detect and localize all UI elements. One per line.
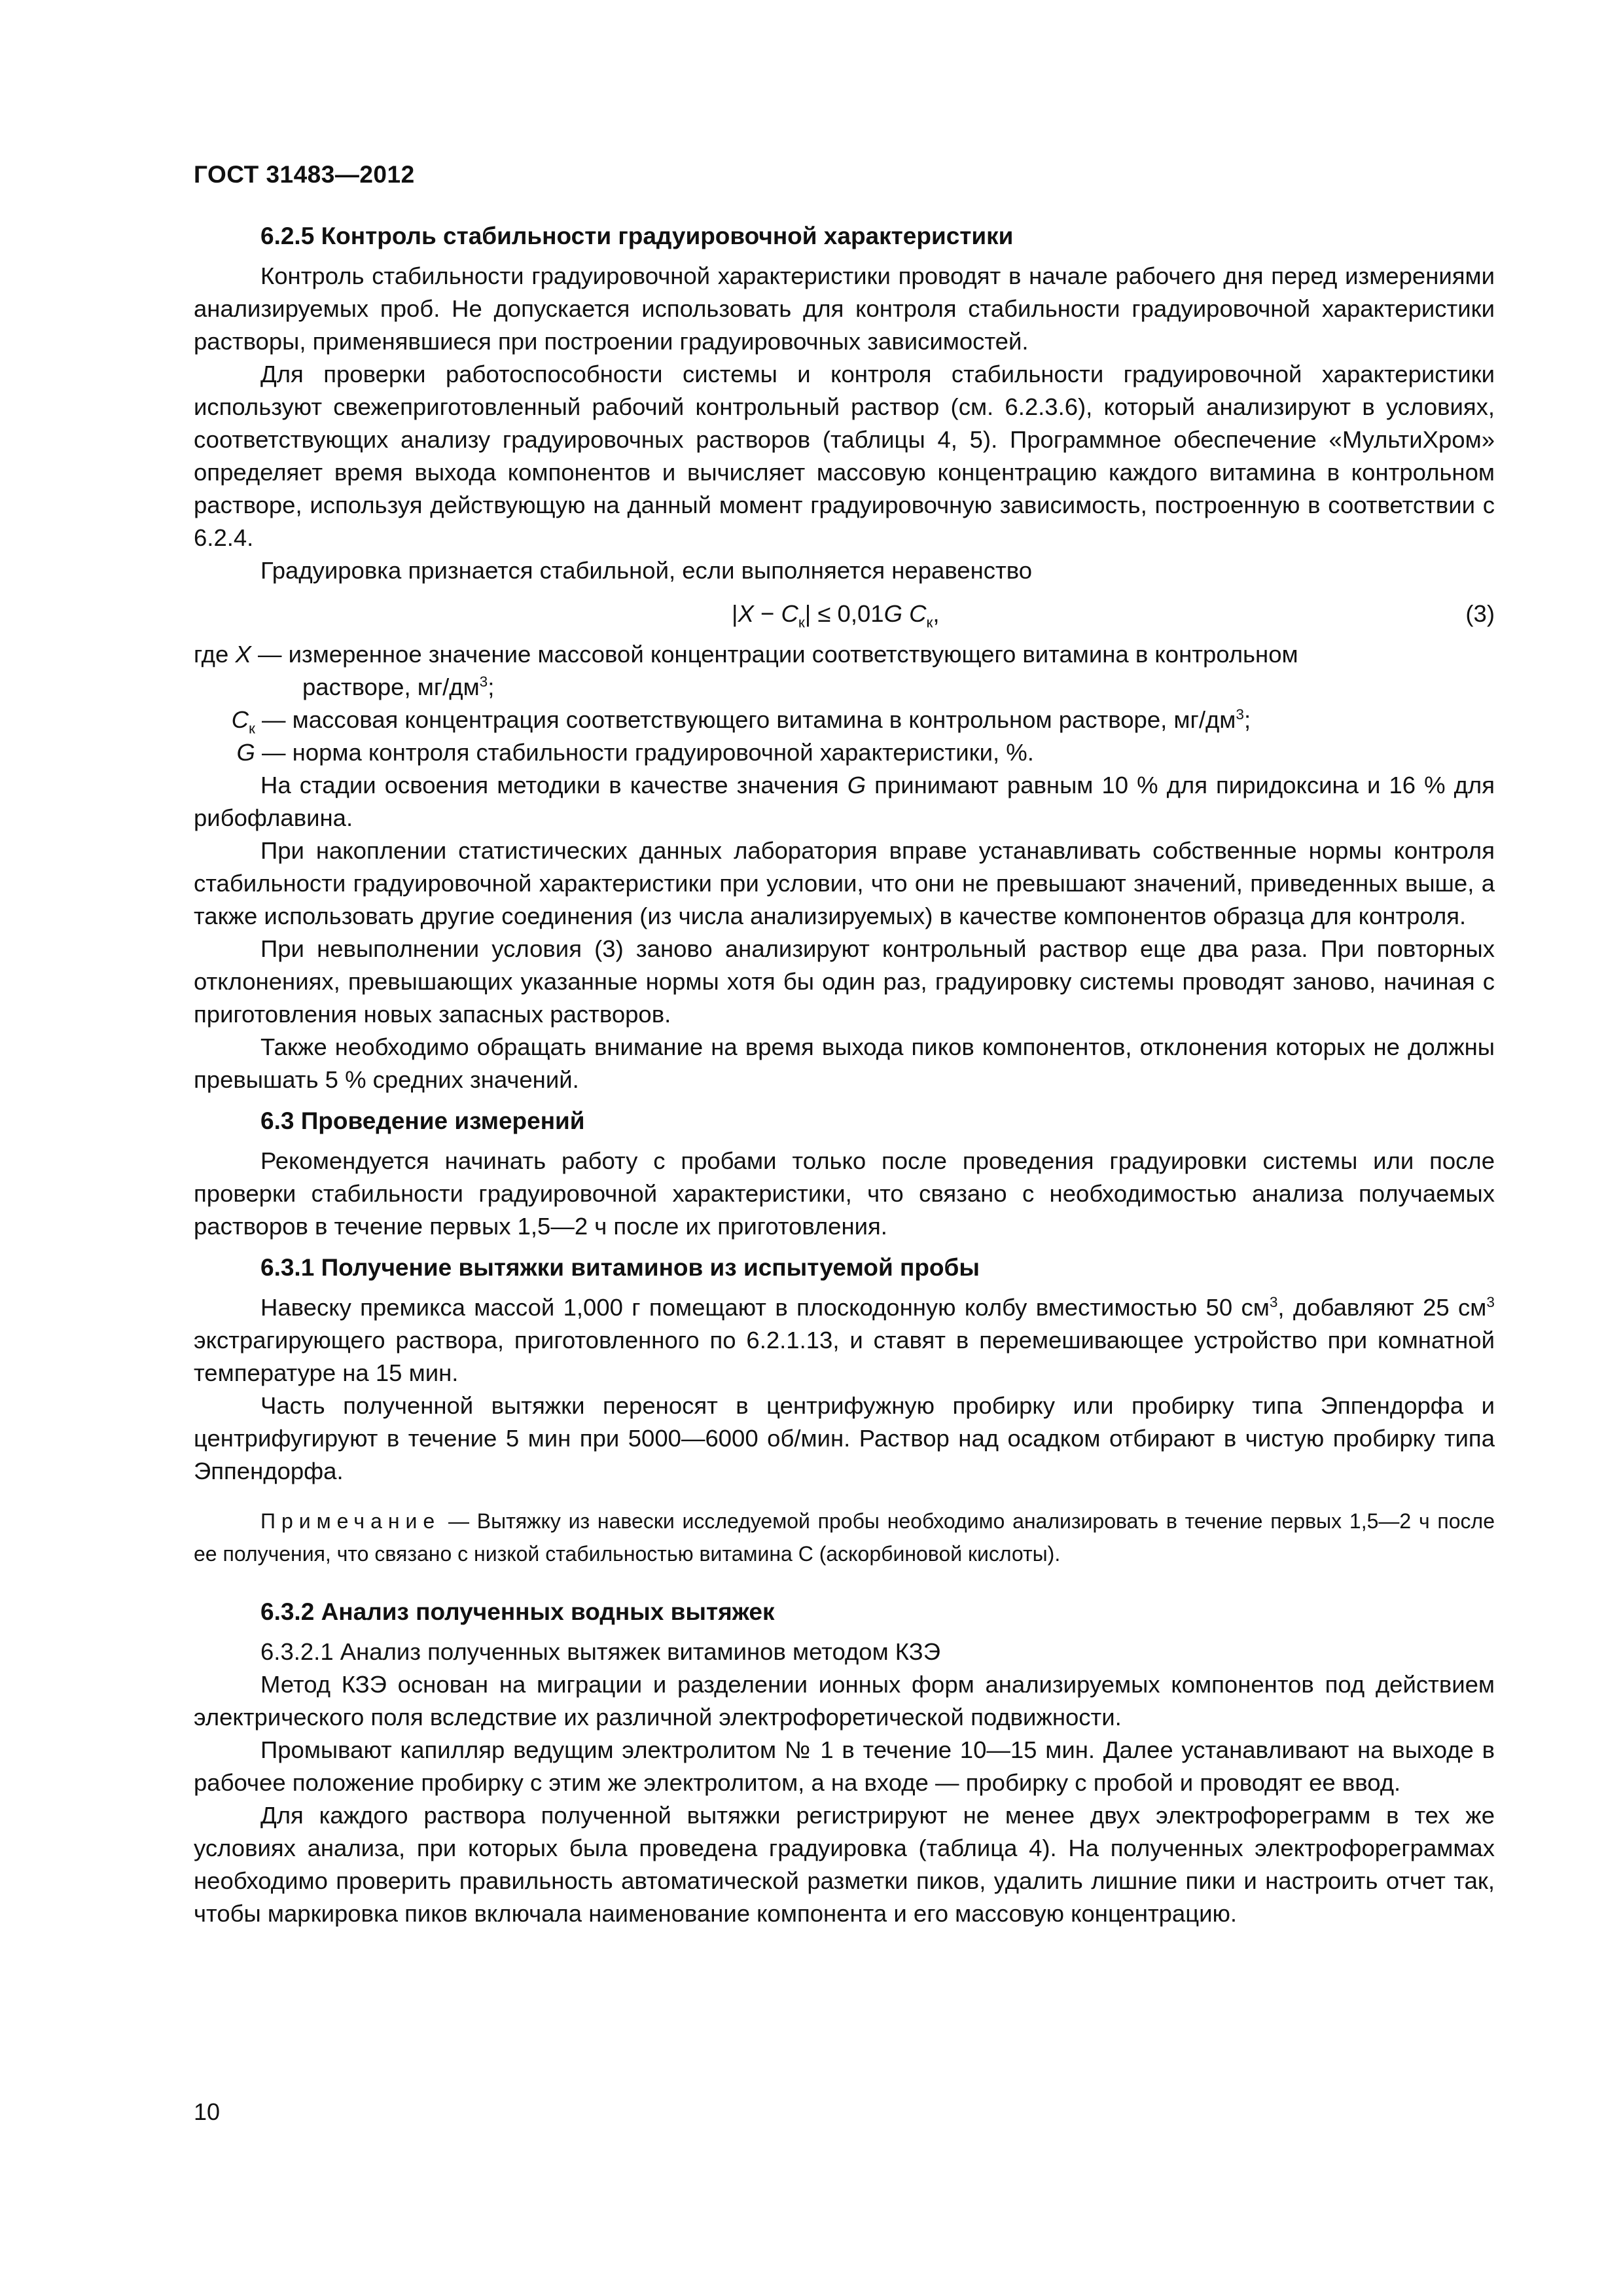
formula-var-c: C bbox=[781, 600, 798, 627]
section-6-3-1-title: 6.3.1 Получение вытяжки витаминов из испытуемой пробы bbox=[260, 1254, 980, 1281]
def-text-ck: — массовая концентрация соответствующего витамина в контрольном растворе, $мг/дм^3$; bbox=[262, 706, 1251, 733]
where-word: где bbox=[194, 641, 229, 668]
paragraph: Метод КЗЭ основан на миграции и разделении ионных форм анализируемых компонентов под действием электрического поля вследствие их различной электрофоретической подвижности. bbox=[194, 1671, 1495, 1731]
section-6-3-title: 6.3 Проведение измерений bbox=[260, 1107, 585, 1134]
paragraph: Часть полученной вытяжки переносят в центрифужную пробирку или пробирку типа Эппендорфа и центрифугируют в течение 5 мин при 5000—6000 об/мин. Раствор над осадком отбирают в чистую пробирку типа Эппендорфа. bbox=[194, 1392, 1495, 1484]
formula-sub: к bbox=[926, 614, 933, 631]
def-text-g: — норма контроля стабильности градуировочной характеристики, %. bbox=[262, 739, 1034, 766]
def-symbol-c: C bbox=[231, 706, 249, 733]
paragraph: При невыполнении условия (3) заново анализируют контрольный раствор еще два раза. При повторных отклонениях, превышающих указанные нормы хотя бы один раз, градуировку системы проводят заново, начиная с приготовления новых запасных растворов. bbox=[194, 935, 1495, 1028]
formula-leq: ≤ 0,01 bbox=[811, 600, 884, 627]
document-body bbox=[194, 219, 1495, 1930]
def-symbol-x: X bbox=[235, 641, 251, 668]
formula-sub: к bbox=[798, 614, 805, 631]
formula-var-x: X bbox=[738, 600, 754, 627]
definition-x-continued: растворе, $мг/дм^3$; bbox=[302, 673, 495, 700]
subsection-6-3-2-1-title: 6.3.2.1 Анализ полученных вытяжек витаминов методом КЗЭ bbox=[260, 1638, 940, 1665]
formula-3 bbox=[194, 598, 1495, 634]
note-text: — Вытяжку из навески исследуемой пробы необходимо анализировать в течение первых 1,5—2 ч после ее получения, что связано с низкой стабильностью витамина С (аскорбиновой кислоты). bbox=[194, 1509, 1495, 1566]
paragraph: На стадии освоения методики в качестве значения G принимают равным 10 % для пиридоксина и 16 % для рибофлавина. bbox=[194, 772, 1495, 831]
note-label: Примечание bbox=[260, 1509, 441, 1533]
paragraph: Также необходимо обращать внимание на время выхода пиков компонентов, отклонения которых не должны превышать 5 % средних значений. bbox=[194, 1033, 1495, 1093]
note bbox=[194, 1505, 1495, 1570]
formula-var-g: G bbox=[883, 600, 902, 627]
definition-ck: $C_к$ — массовая концентрация соответствующего витамина в контрольном растворе, $мг/дм^3$; bbox=[194, 704, 1495, 736]
paragraph: Градуировка признается стабильной, если выполняется неравенство bbox=[260, 557, 1033, 584]
paragraph: Контроль стабильности градуировочной характеристики проводят в начале рабочего дня перед измерениями анализируемых проб. Не допускается использовать для контроля стабильности градуировочной характеристики растворы, применявшиеся при построении градуировочных зависимостей. bbox=[194, 262, 1495, 355]
def-text-x: — измеренное значение массовой концентрации соответствующего витамина в контрольном bbox=[257, 641, 1298, 668]
paragraph: Для каждого раствора полученной вытяжки регистрируют не менее двух электрофореграмм в тех же условиях анализа, при которых была проведена градуировка (таблица 4). На полученных электрофореграммах необходимо проверить правильность автоматической разметки пиков, удалить лишние пики и настроить отчет так, чтобы маркировка пиков включала наименование компонента и его массовую концентрацию. bbox=[194, 1802, 1495, 1927]
section-6-3-2-title: 6.3.2 Анализ полученных водных вытяжек bbox=[260, 1598, 775, 1625]
paragraph: Для проверки работоспособности системы и контроля стабильности градуировочной характеристики используют свежеприготовленный рабочий контрольный раствор (см. 6.2.3.6), который анализируют в условиях, соответствующих анализу градуировочных растворов (таблицы 4, 5). Программное обеспечение «МультиХром» определяет время выхода компонентов и вычисляет массовую концентрацию каждого витамина в контрольном растворе, используя действующую на данный момент градуировочную зависимость, построенную в соответствии с 6.2.4. bbox=[194, 361, 1495, 551]
def-symbol-g: G bbox=[236, 739, 255, 766]
paragraph: Рекомендуется начинать работу с пробами только после проведения градуировки системы или после проверки стабильности градуировочной характеристики, что связано с необходимостью анализа получаемых растворов в течение первых 1,5—2 ч после их приготовления. bbox=[194, 1147, 1495, 1240]
paragraph: Промывают капилляр ведущим электролитом № 1 в течение 10—15 мин. Далее устанавливают на выходе в рабочее положение пробирку с этим же электролитом, а на входе — пробирку с пробой и проводят ее ввод. bbox=[194, 1736, 1495, 1796]
definition-g bbox=[194, 736, 1495, 769]
formula-var-c: C bbox=[909, 600, 927, 627]
formula-number: (3) bbox=[1465, 600, 1495, 627]
section-6-2-5-title: 6.2.5 Контроль стабильности градуировочной характеристики bbox=[260, 223, 1014, 249]
document-header: ГОСТ 31483—2012 bbox=[194, 161, 415, 188]
page-number: 10 bbox=[194, 2098, 221, 2125]
definition-x bbox=[194, 638, 1495, 671]
formula-comma: , bbox=[933, 600, 940, 627]
paragraph: Навеску премикса массой 1,000 г помещают в плоскодонную колбу вместимостью 50 $см^3$, добавляют 25 $см^3$ экстрагирующего раствора, приготовленного по 6.2.1.13, и ставят в перемешивающее устройство при комнатной температуре на 15 мин. bbox=[194, 1293, 1495, 1386]
formula-minus: − bbox=[753, 600, 781, 627]
paragraph: При накоплении статистических данных лаборатория вправе устанавливать собственные нормы контроля стабильности градуировочной характеристики при условии, что они не превышают значений, приведенных выше, а также использовать другие соединения (из числа анализируемых) в качестве компонентов образца для контроля. bbox=[194, 837, 1495, 929]
formula-expression: $|X - C_к| \le 0,01G$ $C_к$, bbox=[732, 600, 940, 631]
